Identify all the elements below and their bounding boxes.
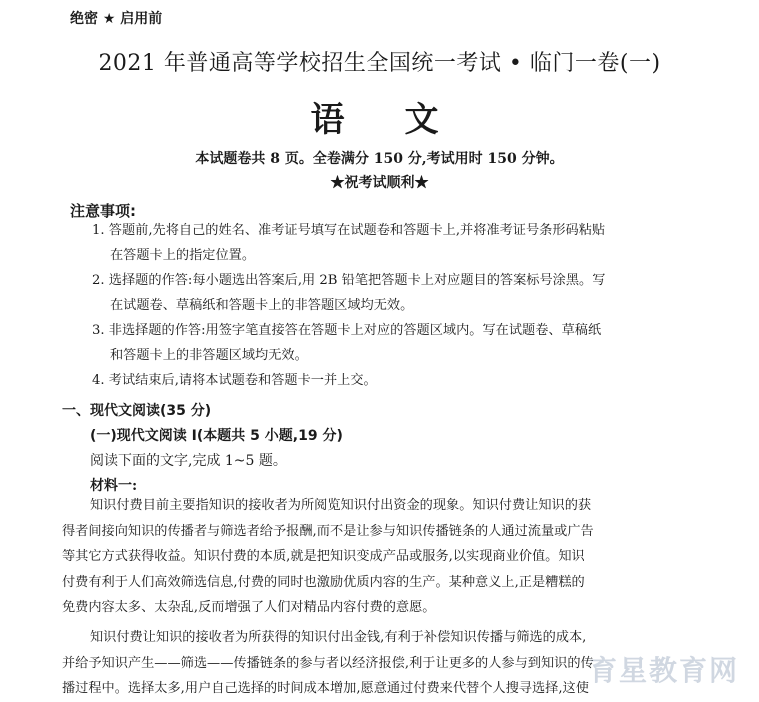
notice-item-1-line-1: 1. 答题前,先将自己的姓名、准考证号填写在试题卷和答题卡上,并将准考证号条形码粘贴	[92, 223, 606, 238]
paragraph-line: 播过程中。选择太多,用户自己选择的时间成本增加,愿意通过付费来代替个人搜寻选择,这使	[62, 681, 589, 696]
subsection-heading: (一)现代文阅读 I(本题共 5 小题,19 分)	[90, 428, 343, 444]
confidential-label: 绝密 ★ 启用前	[70, 11, 163, 27]
notice-item-3-line-1: 3. 非选择题的作答:用签字笔直接答在答题卡上对应的答题区域内。写在试题卷、草稿纸	[92, 323, 602, 338]
subject-title: 语文	[310, 100, 499, 140]
notice-heading: 注意事项:	[70, 202, 136, 220]
material-paragraph-1	[62, 493, 738, 621]
notice-list	[92, 218, 732, 393]
paragraph-line: 并给予知识产生——筛选——传播链条的参与者以经济报偿,利于让更多的人参与到知识的传	[62, 655, 594, 671]
notice-item-3-line-2: 和答题卡上的非答题区域均无效。	[110, 348, 308, 363]
paragraph-line: 得者间接向知识的传播者与筛选者给予报酬,而不是让参与知识传播链条的人通过流量或广告	[62, 523, 594, 539]
paragraph-line: 知识付费让知识的接收者为所获得的知识付出金钱,有利于补偿知识传播与筛选的成本,	[90, 630, 587, 645]
notice-item-2-line-1: 2. 选择题的作答:每小题选出答案后,用 2B 铅笔把答题卡上对应题目的答案标号涂黑。写	[92, 273, 606, 288]
paragraph-line: 免费内容太多、太杂乱,反而增强了人们对精品内容付费的意愿。	[62, 600, 436, 615]
paragraph-line: 知识付费目前主要指知识的接收者为所阅览知识付出资金的现象。知识付费让知识的获	[90, 498, 592, 513]
notice-item-1-line-2: 在答题卡上的指定位置。	[110, 248, 256, 263]
watermark: 育星教育网	[588, 654, 739, 687]
paragraph-line: 付费有利于人们高效筛选信息,付费的同时也激励优质内容的生产。某种意义上,正是糟糕的	[62, 574, 585, 590]
notice-item-4-line-1: 4. 考试结束后,请将本试题卷和答题卡一并上交。	[92, 373, 377, 388]
exam-info: 本试题卷共 8 页。全卷满分 150 分,考试用时 150 分钟。	[195, 151, 564, 167]
exam-title: 2021 年普通高等学校招生全国统一考试 • 临门一卷(一)	[98, 51, 661, 76]
material-label: 材料一:	[90, 478, 138, 494]
notice-item-2-line-2: 在试题卷、草稿纸和答题卡上的非答题区域均无效。	[110, 298, 414, 313]
reading-instruction: 阅读下面的文字,完成 1~5 题。	[90, 453, 287, 469]
section-heading: 一、现代文阅读(35 分)	[62, 403, 212, 419]
good-luck-line: ★祝考试顺利★	[330, 175, 429, 191]
paragraph-line: 等其它方式获得收益。知识付费的本质,就是把知识变成产品或服务,以实现商业价值。知识	[62, 549, 585, 564]
